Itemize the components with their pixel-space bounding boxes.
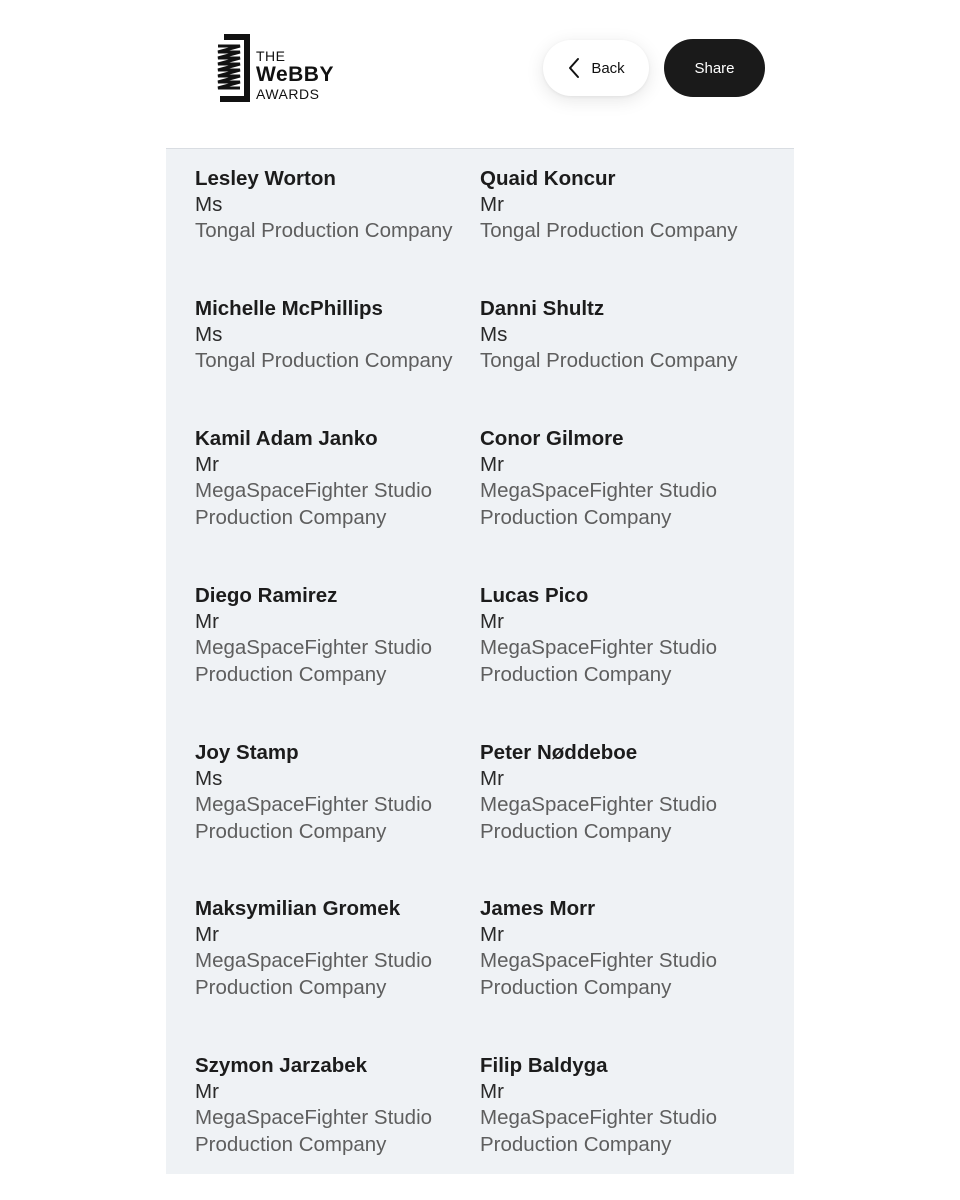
credit-title: Mr [480,767,504,791]
credit-company: Tongal Production Company [480,349,738,373]
credit-company: Tongal Production Company [480,219,738,243]
logo-wordmark [256,49,334,101]
credit-item [195,1053,475,1158]
credit-name: Conor Gilmore [480,427,624,450]
credit-title: Ms [195,767,223,791]
credit-company: Tongal Production Company [195,219,453,243]
chevron-left-icon [567,57,581,79]
back-button[interactable] [543,40,649,96]
credit-name: Peter Nøddeboe [480,741,638,764]
credit-name: Michelle McPhillips [195,297,383,320]
credit-name: Danni Shultz [480,297,605,320]
logo-webby: WeBBY [256,63,334,86]
credit-item [195,740,475,845]
credit-item [480,296,760,375]
credit-item [195,583,475,688]
credit-company: MegaSpaceFighter Studio Production Company [480,793,718,843]
credit-item [480,583,760,688]
credit-title: Mr [480,453,504,477]
credit-name: Filip Baldyga [480,1054,608,1077]
credit-item [195,296,475,375]
credit-title: Mr [480,1080,504,1104]
credit-title: Mr [195,610,219,634]
credit-title: Ms [195,323,223,347]
back-button-label: Back [591,59,625,77]
credit-title: Ms [480,323,508,347]
webby-awards-logo[interactable] [216,34,346,104]
credit-title: Mr [480,610,504,634]
credit-name: James Morr [480,897,596,920]
credit-title: Mr [195,1080,219,1104]
credit-item [480,426,760,531]
credit-title: Mr [195,923,219,947]
credit-title: Ms [195,193,223,217]
credit-name: Maksymilian Gromek [195,897,401,920]
credit-name: Diego Ramirez [195,584,338,607]
credit-name: Lesley Worton [195,167,336,190]
share-button[interactable] [664,39,765,97]
credit-item [195,896,475,1001]
share-button-label: Share [694,59,735,77]
credit-name: Joy Stamp [195,741,299,764]
credit-company: MegaSpaceFighter Studio Production Company [480,479,718,529]
credit-item [195,166,475,245]
credit-title: Mr [480,923,504,947]
credit-name: Quaid Koncur [480,167,616,190]
credit-item [195,426,475,531]
credit-company: MegaSpaceFighter Studio Production Company [480,1106,718,1156]
credit-item [480,1053,760,1158]
credit-name: Lucas Pico [480,584,589,607]
credit-name: Szymon Jarzabek [195,1054,368,1077]
credit-company: MegaSpaceFighter Studio Production Company [480,636,718,686]
credit-title: Mr [480,193,504,217]
credit-company: MegaSpaceFighter Studio Production Company [195,1106,433,1156]
credit-title: Mr [195,453,219,477]
credit-company: MegaSpaceFighter Studio Production Company [480,949,718,999]
credit-company: Tongal Production Company [195,349,453,373]
credit-item [480,740,760,845]
webby-spring-logo-icon [216,34,252,102]
logo-awards: AWARDS [256,86,320,102]
credit-item [480,896,760,1001]
credit-name: Kamil Adam Janko [195,427,378,450]
logo-the: THE [256,48,286,64]
credit-company: MegaSpaceFighter Studio Production Company [195,793,433,843]
credit-item [480,166,760,245]
credit-company: MegaSpaceFighter Studio Production Company [195,636,433,686]
credit-company: MegaSpaceFighter Studio Production Company [195,479,433,529]
credit-company: MegaSpaceFighter Studio Production Company [195,949,433,999]
